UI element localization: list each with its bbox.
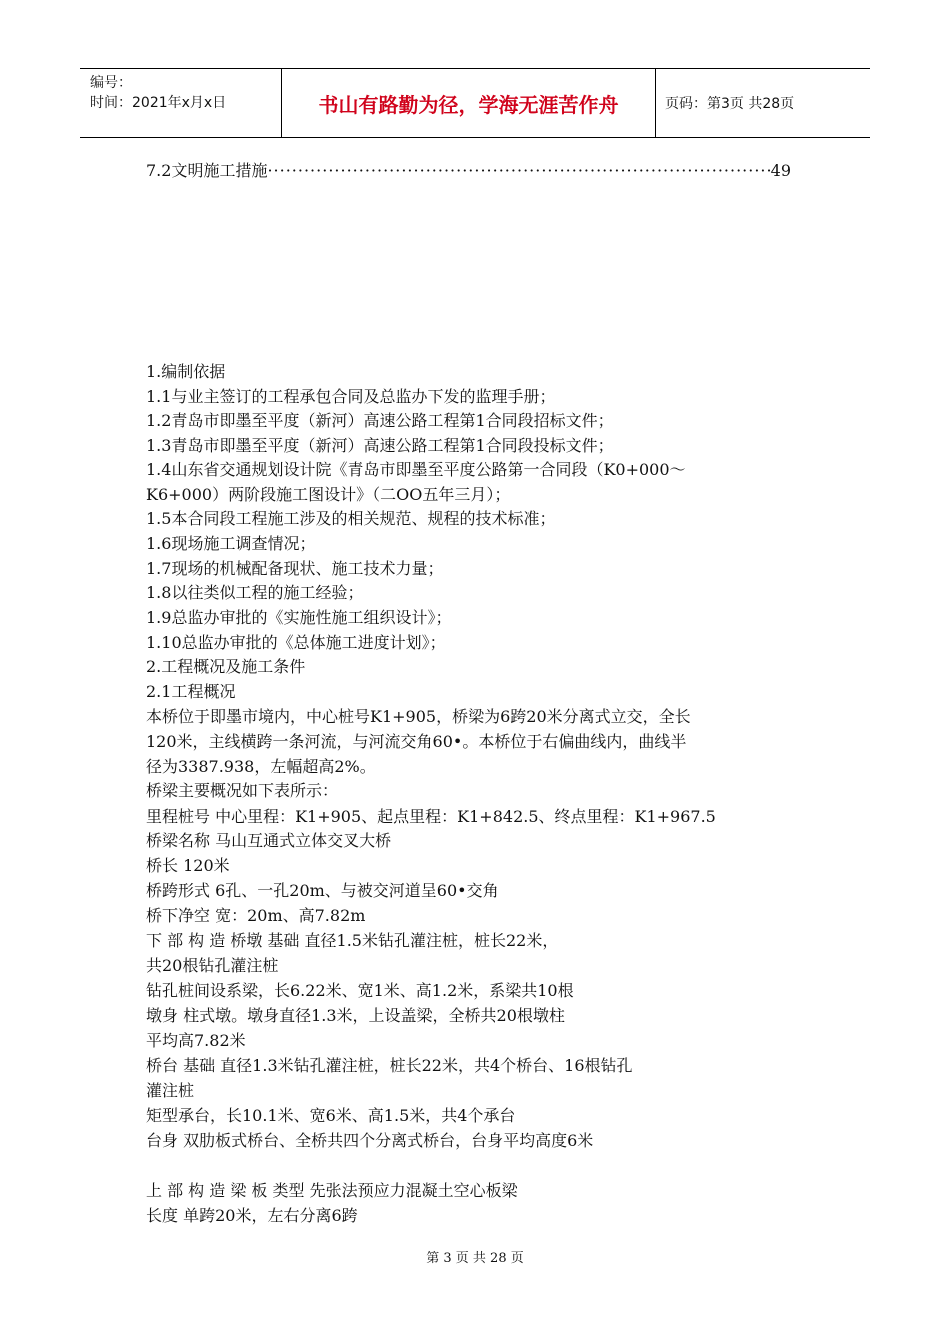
body-line: 1.7现场的机械配备现状、施工技术力量； (146, 559, 444, 578)
toc-title: 7.2文明施工措施 (146, 161, 268, 180)
body-line: 1.10总监办审批的《总体施工进度计划》； (146, 633, 446, 652)
page-footer: 第 3 页 共 28 页 (426, 1251, 524, 1266)
body-line: 桥台 基础 直径1.3米钻孔灌注桩，桩长22米，共4个桥台、16根钻孔 (146, 1056, 633, 1075)
body-line: 1.5本合同段工程施工涉及的相关规范、规程的技术标准； (146, 509, 556, 528)
header-divider (655, 69, 656, 137)
body-line: 1.9总监办审批的《实施性施工组织设计》； (146, 608, 452, 627)
body-line: 墩身 柱式墩。墩身直径1.3米，上设盖梁，全桥共20根墩柱 (146, 1006, 565, 1025)
body-line: 桥梁名称 马山互通式立体交叉大桥 (146, 831, 392, 850)
body-line: 钻孔桩间设系梁，长6.22米、宽1米、高1.2米，系梁共10根 (146, 981, 574, 1000)
page-header (80, 68, 870, 138)
body-line: 2.1工程概况 (146, 682, 236, 701)
body-line: 共20根钻孔灌注桩 (146, 956, 279, 975)
body-line: 1.3青岛市即墨至平度（新河）高速公路工程第1合同段投标文件； (146, 436, 614, 455)
body-line: 本桥位于即墨市境内，中心桩号K1+905，桥梁为6跨20米分离式立交，全长 (146, 707, 691, 726)
number-label: 编号： (90, 75, 132, 91)
body-line: 里程桩号 中心里程：K1+905、起点里程：K1+842.5、终点里程：K1+967.5 (146, 807, 716, 826)
body-line: 1.4山东省交通规划设计院《青岛市即墨至平度公路第一合同段（K0+000～ (146, 460, 686, 479)
body-line: 台身 双肋板式桥台、全桥共四个分离式桥台，台身平均高度6米 (146, 1131, 594, 1150)
body-line: 下 部 构 造 桥墩 基础 直径1.5米钻孔灌注桩，桩长22米， (146, 931, 559, 950)
body-line: 长度 单跨20米，左右分离6跨 (146, 1206, 358, 1225)
date-label: 时间：2021年x月x日 (90, 95, 227, 111)
body-line: 桥下净空 宽：20m、高7.82m (146, 906, 366, 925)
body-line: 矩型承台，长10.1米、宽6米、高1.5米，共4个承台 (146, 1106, 516, 1125)
toc-leader-dots (267, 160, 770, 182)
body-line: 1.6现场施工调查情况； (146, 534, 316, 553)
toc-page: 49 (770, 161, 791, 180)
body-line: 1.1与业主签订的工程承包合同及总监办下发的监理手册； (146, 387, 556, 406)
body-line: 1.编制依据 (146, 362, 226, 381)
body-line: 桥长 120米 (146, 856, 230, 875)
body-line: 上 部 构 造 梁 板 类型 先张法预应力混凝土空心板梁 (146, 1181, 518, 1200)
toc-entry (146, 160, 791, 182)
body-line: K6+000）两阶段施工图设计》（二OO五年三月）； (146, 485, 511, 504)
body-line: 桥跨形式 6孔、一孔20m、与被交河道呈60•交角 (146, 881, 499, 900)
body-line: 1.8以往类似工程的施工经验； (146, 583, 364, 602)
body-line: 桥梁主要概况如下表所示： (146, 781, 339, 800)
body-line: 径为3387.938，左幅超高2%。 (146, 757, 376, 776)
header-page-info: 页码：第3页 共28页 (665, 96, 795, 112)
body-line: 平均高7.82米 (146, 1031, 246, 1050)
body-line: 120米，主线横跨一条河流，与河流交角60•。本桥位于右偏曲线内，曲线半 (146, 732, 687, 751)
body-line: 1.2青岛市即墨至平度（新河）高速公路工程第1合同段招标文件； (146, 411, 614, 430)
body-line: 2.工程概况及施工条件 (146, 657, 306, 676)
header-meta (80, 69, 280, 137)
body-line: 灌注桩 (146, 1081, 195, 1100)
header-motto: 书山有路勤为径，学海无涯苦作舟 (318, 92, 619, 117)
